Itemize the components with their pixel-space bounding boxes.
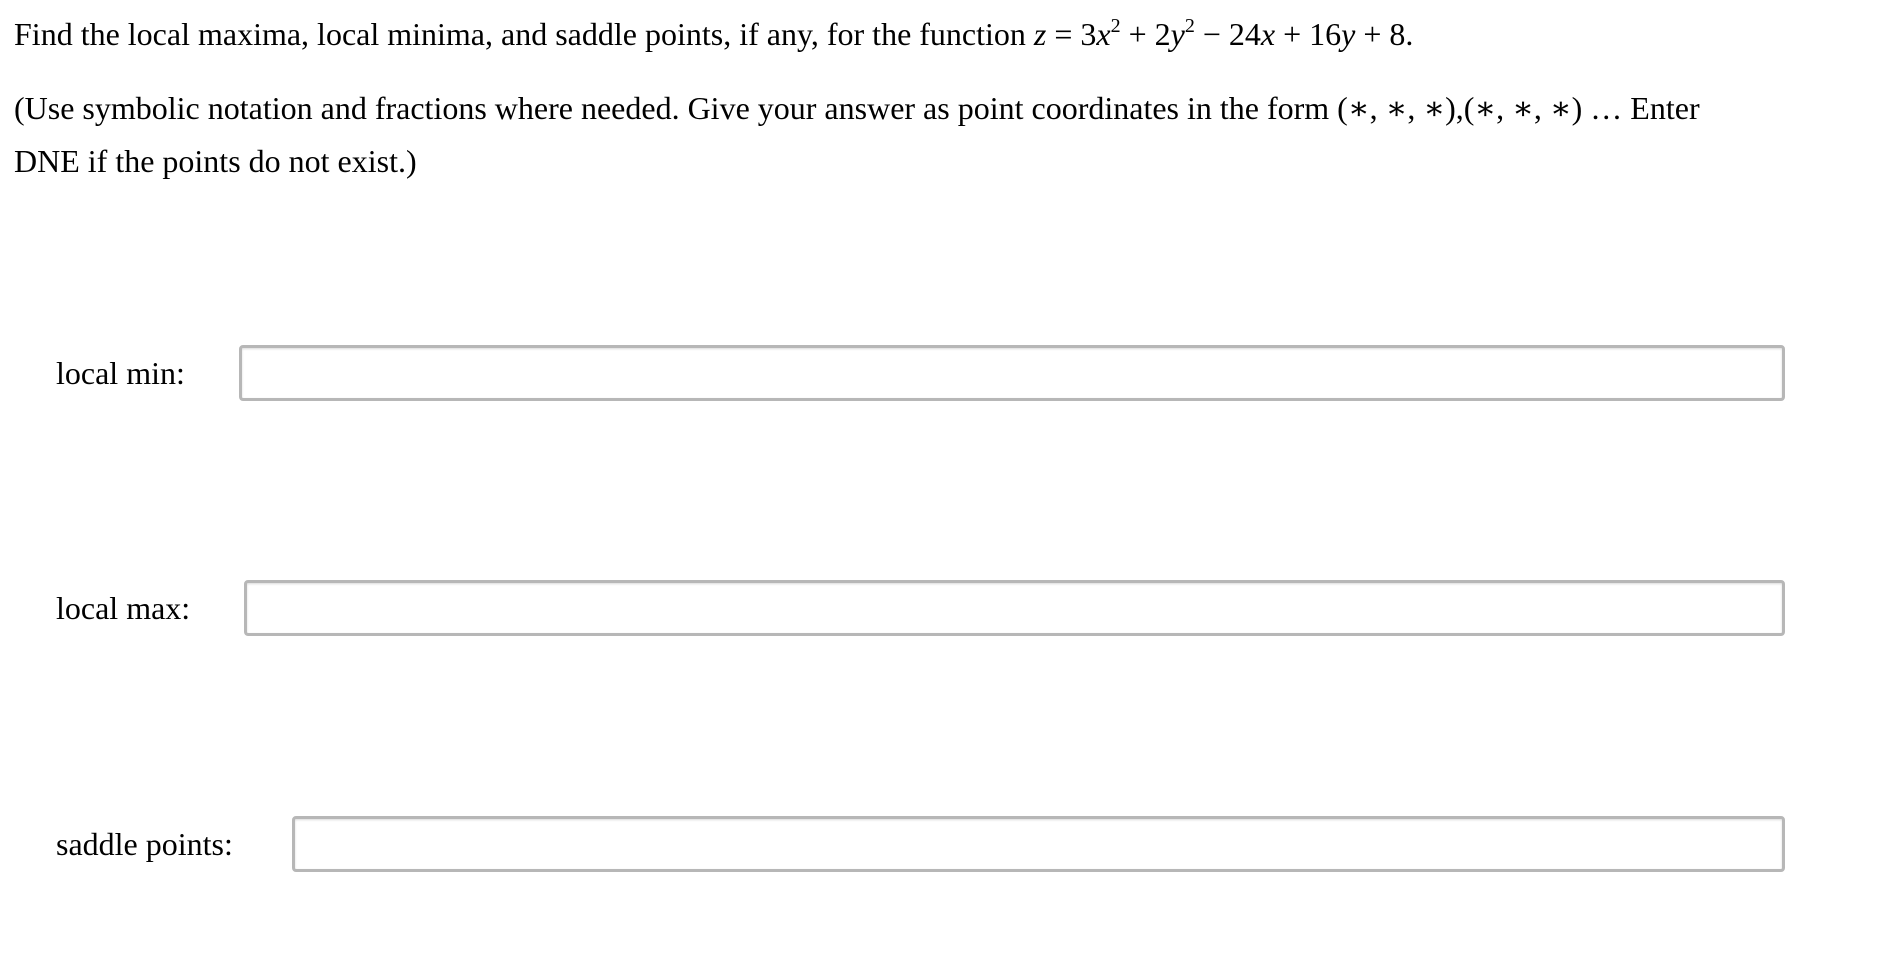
local-max-input[interactable] bbox=[244, 580, 1785, 636]
op2: − bbox=[1194, 16, 1229, 52]
local-max-row bbox=[56, 580, 190, 636]
instructions bbox=[14, 82, 1874, 188]
question-prompt: Find the local maxima, local minima, and saddle points, if any, for the function bbox=[14, 16, 1034, 52]
term2-coef: 2 bbox=[1154, 16, 1171, 52]
term2-var: y bbox=[1170, 16, 1185, 52]
equals-sign: = bbox=[1046, 16, 1081, 52]
term4-coef: 16 bbox=[1309, 16, 1342, 52]
instructions-line-2: DNE if the points do not exist.) bbox=[14, 143, 417, 179]
local-min-input[interactable] bbox=[239, 345, 1785, 401]
saddle-points-label: saddle points: bbox=[56, 825, 233, 862]
local-min-label: local min: bbox=[56, 354, 185, 391]
saddle-points-input[interactable] bbox=[292, 816, 1785, 872]
local-max-label: local max: bbox=[56, 589, 191, 626]
op4: + bbox=[1355, 16, 1390, 52]
question-text bbox=[14, 8, 1874, 60]
period: . bbox=[1405, 16, 1414, 52]
function-variable: z bbox=[1033, 16, 1047, 52]
term1-var: x bbox=[1096, 16, 1111, 52]
op1: + bbox=[1120, 16, 1155, 52]
instructions-line-1: (Use symbolic notation and fractions where needed. Give your answer as point coordinates in the form (∗, ∗, ∗),(∗, ∗, ∗) … Enter bbox=[14, 90, 1700, 126]
local-min-row bbox=[56, 345, 185, 401]
term1-coef: 3 bbox=[1080, 16, 1097, 52]
term1-exp: 2 bbox=[1110, 15, 1121, 37]
saddle-points-row bbox=[56, 816, 233, 872]
term2-exp: 2 bbox=[1184, 15, 1195, 37]
op3: + bbox=[1275, 16, 1310, 52]
function-expression bbox=[1034, 16, 1414, 52]
term3-coef: 24 bbox=[1228, 16, 1261, 52]
term5: 8 bbox=[1389, 16, 1406, 52]
term4-var: y bbox=[1341, 16, 1356, 52]
term3-var: x bbox=[1260, 16, 1276, 52]
